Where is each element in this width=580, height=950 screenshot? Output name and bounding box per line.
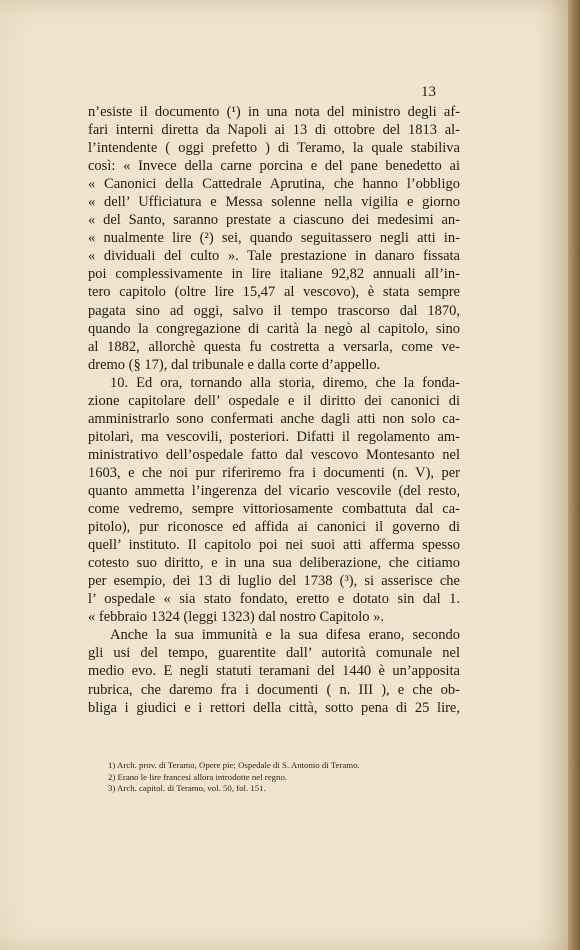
footnote: 1) Arch. prov. di Teramo, Opere pie; Ospedale di S. Antonio di Teramo.	[108, 760, 360, 770]
text-line: gli usi del tempo, guarentite dall’ autorità comunale nel	[88, 645, 460, 662]
text-line: cotesto suo diritto, e in una sua deliberazione, che citiamo	[88, 555, 460, 572]
text-line: amministrarlo sono confermati anche dagli atti non solo ca-	[88, 410, 460, 427]
text-line: dremo (§ 17), dal tribunale e dalla corte d’appello.	[88, 356, 381, 373]
text-line: bliga i giudici e i rettori della città, sotto pena di 25 lire,	[88, 699, 460, 716]
text-line: n’esiste il documento (¹) in una nota del ministro degli af-	[88, 104, 460, 120]
text-line: l’ ospedale « sia stato fondato, eretto e dotato sin dal 1.	[88, 591, 460, 608]
text-line: ministrativo dell’ospedale fatto dal vescovo Montesanto nel	[88, 446, 460, 463]
text-line: 1603, e che noi pur riferiremo fra i documenti (n. V), per	[88, 464, 460, 481]
text-line: « febbraio 1324 (leggi 1323) dal nostro Capitolo ».	[88, 609, 384, 626]
text-line: al 1882, allorchè questa fu costretta a versarla, come ve-	[88, 338, 460, 355]
text-line: quando la congregazione di carità la negò al capitolo, sino	[88, 320, 460, 337]
text-line: pitolo), pur riconosce ed affida ai canonici il governo di	[88, 519, 460, 536]
text-line: « nualmente lire (²) sei, quando seguitassero negli atti in-	[88, 230, 460, 247]
text-line: medio evo. E negli statuti teramani del 1440 è un’apposita	[88, 663, 460, 680]
body-text	[88, 103, 460, 717]
page-number: 13	[421, 84, 436, 100]
text-line: zione capitolare dell’ ospedale e il diritto dei canonici di	[88, 392, 460, 409]
text-line: quanto ammetta l’ingerenza del vicario vescovile (del resto,	[88, 482, 460, 499]
text-line: poi complessivamente in lire italiane 92,82 annuali all’in-	[88, 266, 460, 283]
text-line: « Canonici della Cattedrale Aprutina, che hanno l’obbligo	[88, 176, 460, 193]
text-line: pitolari, ma vescovili, posteriori. Difatti il regolamento am-	[88, 428, 460, 445]
text-line: per esempio, dei 13 di luglio del 1738 (³), si asserisce che	[88, 573, 460, 590]
text-line: l’intendente ( oggi prefetto ) di Teramo, la quale stabiliva	[88, 140, 460, 157]
text-line: « dell’ Ufficiatura e Messa solenne nella vigilia e giorno	[88, 194, 460, 211]
text-line: come vedremo, sempre vittoriosamente combattuta dal ca-	[88, 501, 460, 518]
text-line: 10. Ed ora, tornando alla storia, diremo, che la fonda-	[110, 374, 460, 391]
text-line: fari interni diretta da Napoli ai 13 di ottobre del 1813 al-	[88, 122, 460, 139]
page-edge-shadow	[568, 0, 580, 950]
text-line: Anche la sua immunità e la sua difesa erano, secondo	[110, 627, 460, 644]
text-line: rubrica, che daremo fra i documenti ( n. III ), e che ob-	[88, 681, 460, 698]
footnote: 2) Erano le lire francesi allora introdotte nel regno.	[108, 771, 288, 782]
footnote: 3) Arch. capitol. di Teramo, vol. 50, fol. 151.	[108, 783, 266, 793]
text-line: pagata sino ad oggi, salvo il tempo trascorso dal 1870,	[88, 302, 460, 319]
text-line: « del Santo, saranno prestate a ciascuno dei medesimi an-	[88, 212, 460, 229]
text-line: tero capitolo (oltre lire 15,47 al vescovo), è stata sempre	[88, 284, 460, 301]
text-line: così: « Invece della carne porcina e del pane benedetto ai	[88, 158, 460, 175]
text-line: quell’ instituto. Il capitolo poi nei suoi atti afferma spesso	[88, 537, 460, 554]
footnotes	[108, 760, 458, 795]
text-line: « dividuali del culto ». Tale prestazione in danaro fissata	[88, 248, 460, 265]
